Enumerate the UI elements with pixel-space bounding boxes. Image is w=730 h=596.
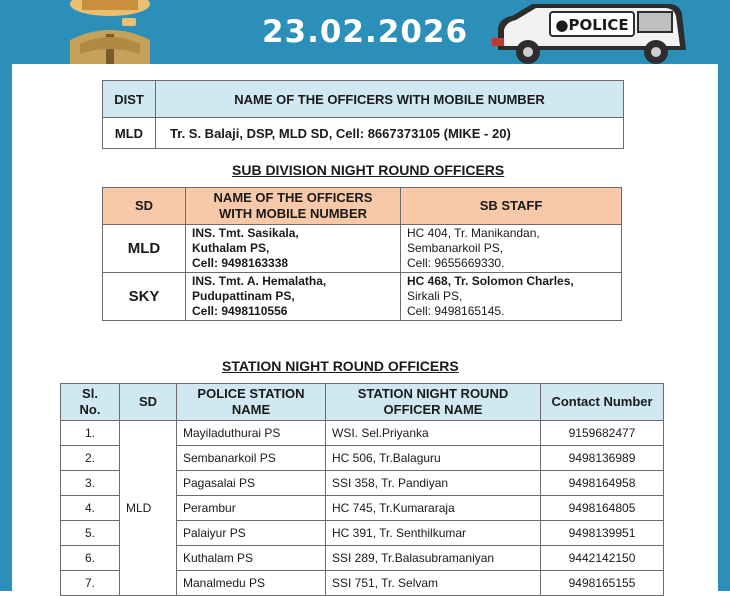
column-header-round-officer: STATION NIGHT ROUND OFFICER NAME bbox=[326, 384, 541, 421]
table-header-row bbox=[103, 81, 624, 118]
column-header-station: POLICE STATION NAME bbox=[177, 384, 326, 421]
contact-number: 9498136989 bbox=[541, 446, 664, 471]
station-name: Sembanarkoil PS bbox=[177, 446, 326, 471]
column-header-officer: NAME OF THE OFFICERS WITH MOBILE NUMBER bbox=[156, 81, 624, 118]
sb-staff-cell bbox=[401, 273, 622, 321]
serial-number: 4. bbox=[61, 496, 120, 521]
sd-code: SKY bbox=[103, 273, 186, 321]
subdivision-section-title: SUB DIVISION NIGHT ROUND OFFICERS bbox=[232, 162, 505, 178]
column-header-contact: Contact Number bbox=[541, 384, 664, 421]
station-name: Palaiyur PS bbox=[177, 521, 326, 546]
serial-number: 5. bbox=[61, 521, 120, 546]
district-code: MLD bbox=[103, 118, 156, 149]
round-officer-name: SSI 358, Tr. Pandiyan bbox=[326, 471, 541, 496]
serial-number: 2. bbox=[61, 446, 120, 471]
column-header-officer: NAME OF THE OFFICERS WITH MOBILE NUMBER bbox=[186, 188, 401, 225]
table-row bbox=[103, 118, 624, 149]
district-officer-table bbox=[102, 80, 624, 149]
table-row bbox=[61, 421, 664, 446]
left-border bbox=[0, 0, 12, 591]
round-officer-name: HC 745, Tr.Kumararaja bbox=[326, 496, 541, 521]
header-banner bbox=[0, 0, 730, 64]
column-header-sl-no: Sl. No. bbox=[61, 384, 120, 421]
station-name: Pagasalai PS bbox=[177, 471, 326, 496]
round-officer-name: SSI 289, Tr.Balasubramaniyan bbox=[326, 546, 541, 571]
officer-name: INS. Tmt. Sasikala, bbox=[192, 226, 299, 240]
round-officer-name: HC 506, Tr.Balaguru bbox=[326, 446, 541, 471]
contact-number: 9498165155 bbox=[541, 571, 664, 596]
right-border bbox=[718, 0, 730, 591]
sd-officer-cell bbox=[186, 273, 401, 321]
station-name: Mayiladuthurai PS bbox=[177, 421, 326, 446]
column-header-sd: SD bbox=[120, 384, 177, 421]
serial-number: 7. bbox=[61, 571, 120, 596]
contact-number: 9498164805 bbox=[541, 496, 664, 521]
officer-cell: Cell: 9498110556 bbox=[192, 304, 288, 318]
staff-cell: Cell: 9655669330. bbox=[407, 256, 505, 270]
district-officer: Tr. S. Balaji, DSP, MLD SD, Cell: 8667373105 (MIKE - 20) bbox=[156, 118, 624, 149]
officer-name: INS. Tmt. A. Hemalatha, bbox=[192, 274, 327, 288]
table-header-row bbox=[61, 384, 664, 421]
sd-code: MLD bbox=[103, 225, 186, 273]
staff-station: Sembanarkoil PS, bbox=[407, 241, 504, 255]
staff-name: HC 404, Tr. Manikandan, bbox=[407, 226, 540, 240]
contact-number: 9442142150 bbox=[541, 546, 664, 571]
report-date: 23.02.2026 bbox=[261, 14, 469, 50]
officer-cell: Cell: 9498163338 bbox=[192, 256, 289, 270]
column-header-dist: DIST bbox=[103, 81, 156, 118]
serial-number: 1. bbox=[61, 421, 120, 446]
staff-station: Sirkali PS, bbox=[407, 289, 463, 303]
station-name: Perambur bbox=[177, 496, 326, 521]
police-jeep-illustration bbox=[488, 0, 698, 66]
table-row bbox=[103, 273, 622, 321]
contact-number: 9159682477 bbox=[541, 421, 664, 446]
serial-number: 3. bbox=[61, 471, 120, 496]
contact-number: 9498164958 bbox=[541, 471, 664, 496]
staff-cell: Cell: 9498165145. bbox=[407, 304, 505, 318]
round-officer-name: WSI. Sel.Priyanka bbox=[326, 421, 541, 446]
table-row bbox=[103, 225, 622, 273]
column-header-sb-staff: SB STAFF bbox=[401, 188, 622, 225]
serial-number: 6. bbox=[61, 546, 120, 571]
station-officer-table bbox=[60, 383, 664, 596]
sb-staff-cell bbox=[401, 225, 622, 273]
officer-station: Kuthalam PS, bbox=[192, 241, 270, 255]
sd-group-cell: MLD bbox=[120, 421, 177, 596]
officer-station: Pudupattinam PS, bbox=[192, 289, 295, 303]
station-section-title: STATION NIGHT ROUND OFFICERS bbox=[222, 358, 459, 374]
staff-name: HC 468, Tr. Solomon Charles, bbox=[407, 274, 574, 288]
police-vehicle-label: ●POLICE bbox=[555, 16, 629, 34]
station-name: Kuthalam PS bbox=[177, 546, 326, 571]
sd-officer-cell bbox=[186, 225, 401, 273]
contact-number: 9498139951 bbox=[541, 521, 664, 546]
table-header-row bbox=[103, 188, 622, 225]
round-officer-name: SSI 751, Tr. Selvam bbox=[326, 571, 541, 596]
subdivision-officer-table bbox=[102, 187, 622, 321]
station-name: Manalmedu PS bbox=[177, 571, 326, 596]
round-officer-name: HC 391, Tr. Senthilkumar bbox=[326, 521, 541, 546]
column-header-sd: SD bbox=[103, 188, 186, 225]
